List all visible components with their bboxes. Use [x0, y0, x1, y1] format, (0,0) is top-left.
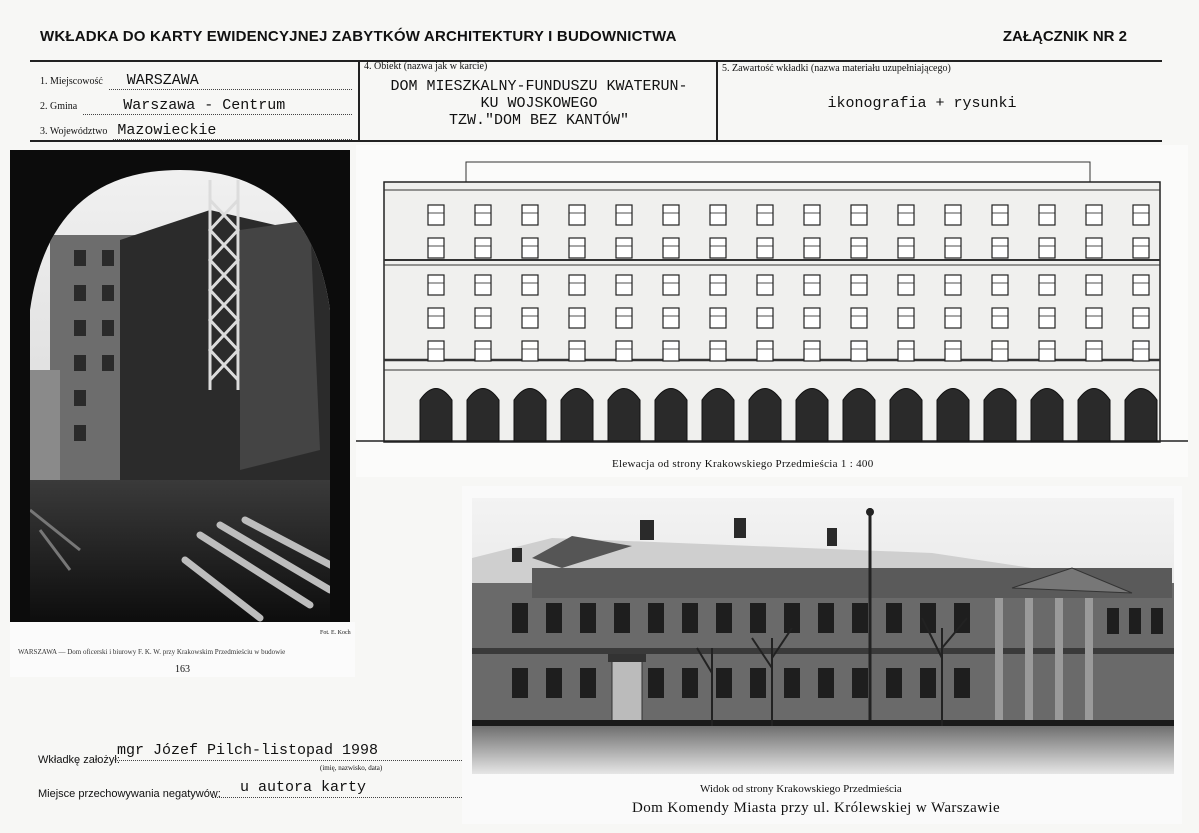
voivodeship-value: Mazowieckie	[113, 122, 352, 140]
elevation-window	[663, 275, 679, 295]
elevation-window	[616, 275, 632, 295]
photo-window	[784, 668, 800, 698]
elevation-arch	[467, 389, 499, 442]
elevation-window	[945, 238, 961, 258]
elevation-window	[663, 205, 679, 225]
photo-window	[750, 668, 766, 698]
elevation-window	[757, 205, 773, 225]
voivodeship-field	[40, 122, 352, 140]
historic-photo-caption-1: Widok od strony Krakowskiego Przedmieścia	[700, 783, 902, 795]
object-value-line-3: TZW."DOM BEZ KANTÓW"	[448, 112, 630, 129]
document-title: WKŁADKA DO KARTY EWIDENCYJNEJ ZABYTKÓW ARCHITEKTURY I BUDOWNICTWA	[40, 28, 677, 45]
elevation-window	[428, 275, 444, 295]
elevation-window	[428, 341, 444, 361]
elevation-window	[757, 341, 773, 361]
elevation-window	[945, 308, 961, 328]
elevation-window	[475, 341, 491, 361]
elevation-window	[898, 238, 914, 258]
voivodeship-label: 3. Województwo	[40, 126, 108, 137]
elevation-arch	[1125, 389, 1157, 442]
elevation-window	[945, 275, 961, 295]
elevation-window	[1133, 275, 1149, 295]
elevation-window	[757, 308, 773, 328]
elevation-window	[428, 238, 444, 258]
elevation-window	[428, 308, 444, 328]
place-field	[40, 72, 352, 90]
photo-window	[1107, 608, 1119, 634]
elevation-window	[475, 308, 491, 328]
object-value	[364, 78, 714, 129]
author-sub-label: (imię, nazwisko, data)	[320, 764, 383, 772]
construction-photo-image	[10, 150, 350, 622]
elevation-window	[992, 238, 1008, 258]
elevation-window	[851, 238, 867, 258]
elevation-window	[804, 341, 820, 361]
elevation-window	[851, 275, 867, 295]
elevation-window	[804, 238, 820, 258]
elevation-window	[1133, 205, 1149, 225]
elevation-window	[569, 341, 585, 361]
elevation-window	[992, 308, 1008, 328]
photo-window	[818, 668, 834, 698]
form-bottom-rule	[30, 140, 1162, 142]
elevation-window	[475, 238, 491, 258]
elevation-window	[945, 205, 961, 225]
historic-photo	[472, 498, 1174, 774]
elevation-window	[757, 275, 773, 295]
negatives-label: Miejsce przechowywania negatywów:	[38, 788, 221, 800]
contents-value: ikonografia + rysunki	[827, 95, 1017, 112]
elevation-window	[1133, 308, 1149, 328]
elevation-arch	[843, 389, 875, 442]
elevation-window	[616, 238, 632, 258]
photo-window	[716, 668, 732, 698]
elevation-window	[569, 205, 585, 225]
elevation-drawing-image	[356, 145, 1188, 477]
construction-photo-caption: WARSZAWA — Dom oficerski i biurowy F. K. W. przy Krakowskim Przedmieściu w budowie	[18, 648, 286, 656]
place-label: 1. Miejscowość	[40, 76, 103, 87]
elevation-arch	[702, 389, 734, 442]
elevation-window	[522, 205, 538, 225]
elevation-window	[898, 275, 914, 295]
elevation-arch	[514, 389, 546, 442]
commune-value: Warszawa - Centrum	[83, 97, 352, 115]
elevation-arch	[984, 389, 1016, 442]
elevation-window	[663, 341, 679, 361]
photo-window	[852, 668, 868, 698]
form-divider-1	[358, 60, 360, 140]
elevation-arch	[1031, 389, 1063, 442]
elevation-window	[851, 341, 867, 361]
elevation-window	[522, 238, 538, 258]
photo-window	[954, 668, 970, 698]
object-label: 4. Obiekt (nazwa jak w karcie)	[364, 61, 488, 72]
author-value: mgr Józef Pilch-listopad 1998	[117, 742, 379, 759]
elevation-window	[1086, 275, 1102, 295]
elevation-window	[1039, 238, 1055, 258]
elevation-window	[757, 238, 773, 258]
elevation-window	[851, 308, 867, 328]
negatives-value: u autora karty	[240, 779, 367, 796]
author-dotted-line	[117, 760, 462, 761]
negatives-dotted-line	[212, 797, 462, 798]
photo-window	[716, 603, 732, 633]
elevation-window	[898, 205, 914, 225]
elevation-window	[428, 205, 444, 225]
object-value-line-1: DOM MIESZKALNY-FUNDUSZU KWATERUN-	[390, 78, 688, 95]
contents-label: 5. Zawartość wkładki (nazwa materiału uzupełniającego)	[722, 63, 951, 74]
elevation-window	[1039, 275, 1055, 295]
photo-credit: Fot. E. Koch	[320, 630, 351, 636]
elevation-window	[851, 205, 867, 225]
elevation-arch	[1078, 389, 1110, 442]
elevation-arch	[749, 389, 781, 442]
elevation-window	[663, 238, 679, 258]
elevation-window	[1039, 205, 1055, 225]
elevation-window	[475, 275, 491, 295]
elevation-window	[522, 275, 538, 295]
photo-window	[648, 668, 664, 698]
object-value-line-2: KU WOJSKOWEGO	[480, 95, 598, 112]
elevation-window	[992, 275, 1008, 295]
photo-window	[954, 603, 970, 633]
photo-window	[1151, 608, 1163, 634]
elevation-window	[475, 205, 491, 225]
elevation-window	[898, 308, 914, 328]
elevation-arch	[937, 389, 969, 442]
elevation-window	[804, 275, 820, 295]
photo-window	[682, 668, 698, 698]
elevation-window	[1039, 341, 1055, 361]
photo-window	[546, 668, 562, 698]
photo-window	[920, 668, 936, 698]
elevation-window	[522, 341, 538, 361]
photo-window	[580, 668, 596, 698]
photo-window	[886, 603, 902, 633]
photo-window	[512, 603, 528, 633]
elevation-window	[1086, 341, 1102, 361]
elevation-window	[710, 275, 726, 295]
annex-number: ZAŁĄCZNIK NR 2	[1002, 28, 1127, 45]
photo-window	[648, 603, 664, 633]
elevation-window	[1086, 205, 1102, 225]
elevation-window	[1086, 238, 1102, 258]
place-value: WARSZAWA	[109, 72, 352, 90]
elevation-window	[710, 238, 726, 258]
elevation-window	[1133, 238, 1149, 258]
elevation-arch	[420, 389, 452, 442]
photo-window	[852, 603, 868, 633]
elevation-caption: Elewacja od strony Krakowskiego Przedmieścia 1 : 400	[612, 458, 874, 470]
elevation-window	[710, 341, 726, 361]
construction-photo	[10, 150, 350, 622]
photo-window	[512, 668, 528, 698]
elevation-window	[569, 275, 585, 295]
elevation-window	[945, 341, 961, 361]
photo-number: 163	[175, 664, 190, 675]
author-label: Wkładkę założył:	[38, 754, 120, 766]
elevation-window	[616, 341, 632, 361]
elevation-window	[616, 308, 632, 328]
elevation-window	[1086, 308, 1102, 328]
elevation-arch	[890, 389, 922, 442]
elevation-arch	[561, 389, 593, 442]
commune-label: 2. Gmina	[40, 101, 78, 112]
elevation-window	[992, 205, 1008, 225]
historic-photo-caption-2: Dom Komendy Miasta przy ul. Królewskiej w Warszawie	[632, 800, 1000, 816]
photo-window	[682, 603, 698, 633]
elevation-arch	[796, 389, 828, 442]
photo-window	[1129, 608, 1141, 634]
photo-window	[614, 603, 630, 633]
commune-field	[40, 97, 352, 115]
photo-window	[818, 603, 834, 633]
elevation-window	[663, 308, 679, 328]
photo-window	[546, 603, 562, 633]
photo-window	[886, 668, 902, 698]
elevation-window	[1039, 308, 1055, 328]
elevation-arch	[655, 389, 687, 442]
elevation-window	[569, 238, 585, 258]
elevation-window	[710, 308, 726, 328]
elevation-window	[616, 205, 632, 225]
historic-building-photo	[472, 498, 1174, 774]
elevation-window	[804, 308, 820, 328]
elevation-window	[1133, 341, 1149, 361]
photo-window	[750, 603, 766, 633]
elevation-window	[710, 205, 726, 225]
elevation-window	[804, 205, 820, 225]
form-divider-2	[716, 60, 718, 140]
elevation-window	[898, 341, 914, 361]
elevation-arch	[608, 389, 640, 442]
header-rule	[30, 60, 1162, 62]
elevation-window	[569, 308, 585, 328]
elevation-drawing	[356, 145, 1188, 477]
elevation-window	[992, 341, 1008, 361]
elevation-window	[522, 308, 538, 328]
photo-window	[580, 603, 596, 633]
